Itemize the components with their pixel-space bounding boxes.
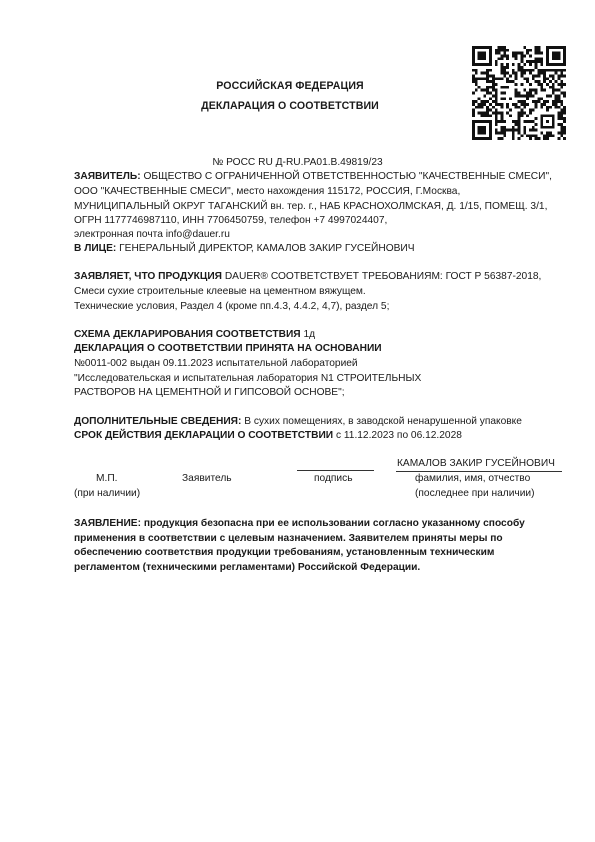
basis-line-1: №0011-002 выдан 09.11.2023 испытательной лабораторией bbox=[74, 358, 358, 369]
mp-label: М.П. bbox=[96, 473, 118, 484]
product-line-3: Технические условия, Раздел 4 (кроме пп.4.3, 4.4.2, 4,7), раздел 5; bbox=[74, 301, 390, 312]
name-caption: фамилия, имя, отчество bbox=[415, 473, 531, 484]
additional-label: ДОПОЛНИТЕЛЬНЫЕ СВЕДЕНИЯ: bbox=[74, 416, 242, 427]
signatory-name: КАМАЛОВ ЗАКИР ГУСЕЙНОВИЧ bbox=[397, 458, 555, 469]
scheme-line: СХЕМА ДЕКЛАРИРОВАНИЯ СООТВЕТСТВИЯ 1д bbox=[74, 329, 316, 340]
person-line: В ЛИЦЕ: ГЕНЕРАЛЬНЫЙ ДИРЕКТОР, КАМАЛОВ ЗАКИР ГУСЕЙНОВИЧ bbox=[74, 243, 415, 254]
person-label: В ЛИЦЕ: bbox=[74, 243, 117, 254]
statement-line-2: применения в соответствии с целевым назначением. Заявителем приняты меры по bbox=[74, 533, 503, 544]
validity-label: СРОК ДЕЙСТВИЯ ДЕКЛАРАЦИИ О СООТВЕТСТВИИ bbox=[74, 430, 334, 441]
product-line-1: ЗАЯВЛЯЕТ, ЧТО ПРОДУКЦИЯ DAUER® СООТВЕТСТВУЕТ ТРЕБОВАНИЯМ: ГОСТ Р 56387-2018, bbox=[74, 271, 542, 282]
validity-line: СРОК ДЕЙСТВИЯ ДЕКЛАРАЦИИ О СООТВЕТСТВИИ с 11.12.2023 по 06.12.2028 bbox=[74, 430, 462, 441]
additional-line: ДОПОЛНИТЕЛЬНЫЕ СВЕДЕНИЯ: В сухих помещениях, в заводской ненарушенной упаковке bbox=[74, 416, 522, 427]
signature-caption: подпись bbox=[314, 473, 353, 484]
declaration-number: № РОСС RU Д-RU.РА01.В.49819/23 bbox=[212, 157, 383, 168]
scheme-label: СХЕМА ДЕКЛАРИРОВАНИЯ СООТВЕТСТВИЯ bbox=[74, 329, 301, 340]
document-title: ДЕКЛАРАЦИЯ О СООТВЕТСТВИИ bbox=[201, 100, 379, 112]
statement-line-3: обеспечению соответствия продукции требованиям, установленным техническим bbox=[74, 547, 495, 558]
applicant-line-1: ЗАЯВИТЕЛЬ: ОБЩЕСТВО С ОГРАНИЧЕННОЙ ОТВЕТСТВЕННОСТЬЮ "КАЧЕСТВЕННЫЕ СМЕСИ", bbox=[74, 171, 552, 182]
applicant-line-2: ООО "КАЧЕСТВЕННЫЕ СМЕСИ", место нахождения 115172, РОССИЯ, Г.Москва, bbox=[74, 186, 461, 197]
applicant-line-3: МУНИЦИПАЛЬНЫЙ ОКРУГ ТАГАНСКИЙ вн. тер. г., НАБ КРАСНОХОЛМСКАЯ, Д. 1/15, ПОМЕЩ. 3/1, bbox=[74, 201, 548, 212]
qr-code-icon bbox=[472, 46, 566, 140]
product-line-2: Смеси сухие строительные клеевые на цементном вяжущем. bbox=[74, 286, 366, 297]
basis-line-3: РАСТВОРОВ НА ЦЕМЕНТНОЙ И ГИПСОВОЙ ОСНОВЕ"; bbox=[74, 387, 345, 398]
name-note: (последнее при наличии) bbox=[415, 488, 535, 499]
product-label: ЗАЯВЛЯЕТ, ЧТО ПРОДУКЦИЯ bbox=[74, 271, 222, 282]
basis-label: ДЕКЛАРАЦИЯ О СООТВЕТСТВИИ ПРИНЯТА НА ОСНОВАНИИ bbox=[74, 343, 382, 354]
statement-line-4: регламентом (техническими регламентами) Российской Федерации. bbox=[74, 562, 421, 573]
country-heading: РОССИЙСКАЯ ФЕДЕРАЦИЯ bbox=[216, 80, 364, 92]
applicant-caption: Заявитель bbox=[182, 473, 232, 484]
basis-line-2: "Исследовательская и испытательная лаборатория N1 СТРОИТЕЛЬНЫХ bbox=[74, 373, 422, 384]
mp-note: (при наличии) bbox=[74, 488, 141, 499]
applicant-line-4: ОГРН 1177746987110, ИНН 7706450759, телефон +7 4997024407, bbox=[74, 215, 388, 226]
applicant-label: ЗАЯВИТЕЛЬ: bbox=[74, 171, 141, 182]
applicant-line-5: электронная почта info@dauer.ru bbox=[74, 229, 230, 240]
statement-label: ЗАЯВЛЕНИЕ: bbox=[74, 518, 141, 529]
statement-line-1: ЗАЯВЛЕНИЕ: продукция безопасна при ее использовании согласно указанному способу bbox=[74, 518, 525, 529]
